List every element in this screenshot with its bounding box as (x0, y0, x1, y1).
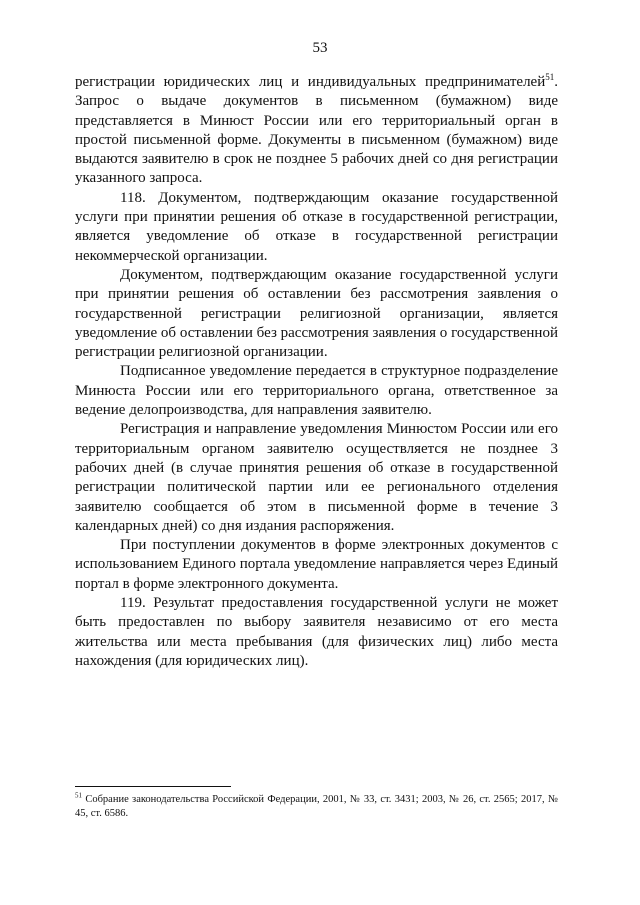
paragraph-text: регистрации юридических лиц и индивидуальных предпринимателей (75, 74, 546, 90)
body-text (75, 73, 558, 671)
footnote-divider (75, 786, 231, 787)
paragraph: Подписанное уведомление передается в структурное подразделение Минюста России или его территориального органа, ответственное за ведение делопроизводства, для направления заявителю. (75, 363, 558, 419)
paragraph-118: 118. Документом, подтверждающим оказание государственной услуги при принятии решения об отказе в государственной регистрации, является уведомление об отказе в государственной регистрации некоммерческой организации. (75, 189, 558, 264)
footnote-reference: 51 (545, 72, 555, 82)
paragraph-text-tail: . Запрос о выдаче документов в письменном (бумажном) виде представляется в Минюст России или его территориальный орган в простой письменной форме. Документы в письменном (бумажном) виде выдаются заявителю в срок не позднее 5 рабочих дней со дня регистрации указанного запроса. (75, 74, 558, 187)
paragraph: При поступлении документов в форме электронных документов с использованием Единого портала уведомление направляется через Единый портал в форме электронного документа. (75, 537, 558, 592)
paragraph: Регистрация и направление уведомления Минюстом России или его территориальным органом заявителю осуществляется не позднее 3 рабочих дней (в случае принятия решения об отказе в государственной регистрации политической партии или ее регионального отделения заявителю сообщается об этом в письменной форме в течение 3 календарных дней) со дня издания распоряжения. (75, 421, 558, 534)
paragraph: Документом, подтверждающим оказание государственной услуги при принятии решения об оставлении без рассмотрения заявления о государственной регистрации религиозной организации, является уведомление об оставлении без рассмотрения заявления о государственной регистрации религиозной организации. (75, 266, 558, 361)
footnote (75, 793, 558, 821)
footnote-number: 51 (75, 791, 82, 800)
paragraph-continuation (75, 73, 558, 189)
footnote-text: Собрание законодательства Российской Федерации, 2001, № 33, ст. 3431; 2003, № 26, ст. 2565; 2017, № 45, ст. 6586. (75, 794, 558, 819)
paragraph-119: 119. Результат предоставления государственной услуги не может быть предоставлен по выбору заявителя независимо от его места жительства или места пребывания (для физических лиц) либо места нахождения (для юридических лиц). (75, 595, 558, 669)
page-number: 53 (312, 40, 328, 56)
